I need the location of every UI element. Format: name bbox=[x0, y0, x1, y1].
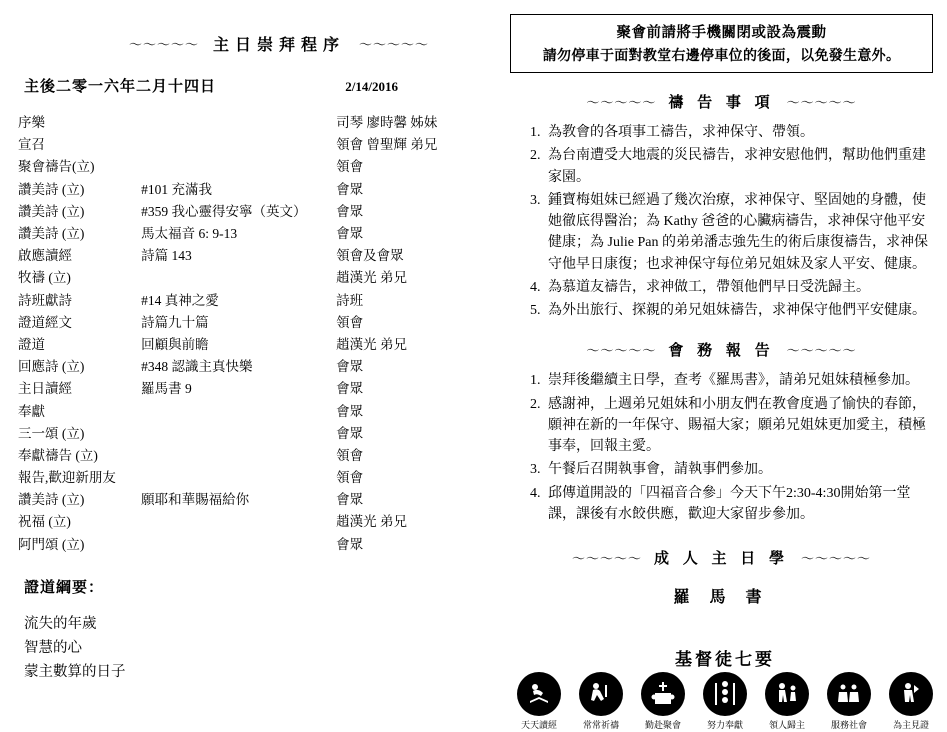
page-title: 主日崇拜程序 bbox=[212, 37, 345, 54]
seven-item bbox=[572, 672, 630, 731]
program-item: 主日讀經 bbox=[18, 381, 72, 397]
list-item: 3. 午餐后召開執事會，請執事們參加。 bbox=[544, 459, 933, 480]
program-person: 領會 曾聖輝 弟兄 bbox=[336, 137, 438, 153]
sermon-outline-list bbox=[18, 613, 490, 685]
seven-item bbox=[634, 672, 692, 731]
program-item: 詩班獻詩 bbox=[18, 292, 72, 308]
program-detail: 羅馬書 9 bbox=[141, 381, 192, 397]
table-row bbox=[18, 421, 490, 443]
seven-item-caption: 服務社會 bbox=[830, 720, 867, 730]
list-item: 5. 為外出旅行、探親的弟兄姐妹禱告，求神保守他們平安健康。 bbox=[544, 300, 933, 321]
program-item: 證道 bbox=[18, 336, 45, 352]
table-row bbox=[18, 199, 490, 221]
program-detail bbox=[141, 398, 336, 420]
program-person: 領會及會眾 bbox=[336, 248, 404, 264]
program-detail: #348 認識主真快樂 bbox=[141, 359, 253, 375]
program-person: 趙漢光 弟兄 bbox=[336, 270, 407, 286]
program-detail: 詩篇 143 bbox=[141, 248, 192, 264]
table-row bbox=[18, 110, 490, 132]
decoration-left-icon: 〜〜〜〜〜 bbox=[571, 552, 642, 568]
program-person: 領會 bbox=[336, 314, 364, 330]
table-row bbox=[18, 288, 490, 310]
program-item: 讚美詩 (立) bbox=[18, 492, 85, 508]
seven-item bbox=[696, 672, 754, 731]
program-person: 詩班 bbox=[336, 292, 364, 308]
program-item: 報告,歡迎新朋友 bbox=[18, 470, 116, 486]
program-detail: 願耶和華賜福給你 bbox=[141, 492, 250, 508]
program-item: 牧禱 (立) bbox=[18, 270, 71, 286]
program-detail bbox=[141, 532, 336, 554]
program-item: 祝福 (立) bbox=[18, 514, 71, 530]
program-person: 會眾 bbox=[336, 359, 364, 375]
program-detail: 馬太福音 6: 9-13 bbox=[141, 226, 238, 242]
sermon-point: 蒙主數算的日子 bbox=[24, 663, 126, 680]
decoration-left-icon: 〜〜〜〜〜 bbox=[586, 344, 657, 360]
seven-item-caption: 領人歸主 bbox=[768, 720, 805, 730]
decoration-right-icon: 〜〜〜〜〜 bbox=[801, 552, 872, 568]
worship-program-title-row bbox=[18, 32, 490, 55]
table-row bbox=[18, 132, 490, 154]
service-date-row bbox=[18, 75, 490, 96]
program-detail bbox=[141, 110, 336, 132]
program-item: 奉獻禱告 (立) bbox=[18, 447, 98, 463]
sermon-outline-heading: 證道綱要： bbox=[24, 579, 105, 596]
seven-item bbox=[820, 672, 878, 731]
program-item: 回應詩 (立) bbox=[18, 359, 85, 375]
prayer-section-heading bbox=[510, 91, 933, 112]
program-person: 領會 bbox=[336, 470, 364, 486]
decoration-right-icon: 〜〜〜〜〜 bbox=[786, 96, 857, 111]
table-row bbox=[18, 310, 490, 332]
table-row bbox=[18, 243, 490, 265]
prayer-icon bbox=[579, 672, 623, 716]
table-row bbox=[18, 398, 490, 420]
program-item: 讚美詩 (立) bbox=[18, 181, 85, 197]
program-person: 會眾 bbox=[336, 181, 364, 197]
table-row bbox=[18, 221, 490, 243]
program-item: 奉獻 bbox=[18, 403, 45, 419]
program-item: 讚美詩 (立) bbox=[18, 203, 85, 219]
program-detail bbox=[141, 265, 336, 287]
program-item: 聚會禱告(立) bbox=[18, 159, 95, 175]
program-person: 領會 bbox=[336, 447, 364, 463]
list-item: 1. 崇拜後繼續主日學，查考《羅馬書》，請弟兄姐妹積極參加。 bbox=[544, 370, 933, 391]
table-row bbox=[18, 154, 490, 176]
seven-essentials-section bbox=[505, 645, 945, 731]
prayer-list bbox=[510, 122, 933, 321]
adult-sunday-school-title: 成 人 主 日 學 bbox=[653, 551, 789, 568]
church-icon bbox=[641, 672, 685, 716]
seven-item-caption: 為主見證 bbox=[892, 720, 929, 730]
table-row bbox=[18, 443, 490, 465]
program-item: 阿門頌 (立) bbox=[18, 536, 85, 552]
service-icon bbox=[827, 672, 871, 716]
program-item: 啟應讀經 bbox=[18, 248, 72, 264]
program-person: 司琴 廖時馨 姊妹 bbox=[336, 115, 438, 131]
program-detail bbox=[141, 421, 336, 443]
bible-reading-icon bbox=[517, 672, 561, 716]
notice-line-parking: 請勿停車于面對教堂右邊停車位的後面，以免發生意外。 bbox=[542, 49, 901, 64]
adult-sunday-school-heading bbox=[510, 547, 933, 568]
program-person: 會眾 bbox=[336, 425, 364, 441]
seven-essentials-icons bbox=[505, 672, 945, 731]
list-item: 4. 邱傳道開設的「四福音合參」今天下午2:30-4:30開始第一堂課，課後有水餃供應，歡迎大家留步參加。 bbox=[544, 483, 933, 526]
offering-icon bbox=[703, 672, 747, 716]
list-item: 2. 為台南遭受大地震的災民禱告，求神安慰他們，幫助他們重建家園。 bbox=[544, 145, 933, 188]
list-item: 4. 為慕道友禱告，求神做工，帶領他們早日受洗歸主。 bbox=[544, 277, 933, 298]
seven-item-caption: 努力奉獻 bbox=[706, 720, 743, 730]
program-table bbox=[18, 110, 490, 554]
seven-item-caption: 勤赴聚會 bbox=[644, 720, 681, 730]
program-item: 證道經文 bbox=[18, 314, 72, 330]
program-person: 會眾 bbox=[336, 203, 364, 219]
list-item: 1. 為教會的各項事工禱告，求神保守、帶領。 bbox=[544, 122, 933, 143]
announcements-column bbox=[500, 0, 947, 732]
program-detail bbox=[141, 465, 336, 487]
witness-icon bbox=[889, 672, 933, 716]
program-person: 領會 bbox=[336, 159, 364, 175]
seven-item bbox=[758, 672, 816, 731]
notice-line-phone: 聚會前請將手機關閉或設為震動 bbox=[616, 25, 827, 41]
announcement-title: 會 務 報 告 bbox=[668, 343, 775, 360]
seven-item bbox=[882, 672, 940, 731]
program-detail bbox=[141, 132, 336, 154]
program-person: 會眾 bbox=[336, 536, 364, 552]
program-detail bbox=[141, 509, 336, 531]
decoration-right-icon: 〜〜〜〜〜 bbox=[359, 38, 430, 53]
program-item: 宣召 bbox=[18, 137, 45, 153]
decoration-left-icon: 〜〜〜〜〜 bbox=[586, 96, 657, 111]
sermon-point: 智慧的心 bbox=[24, 639, 82, 656]
table-row bbox=[18, 354, 490, 376]
seven-essentials-title: 基督徒七要 bbox=[675, 650, 775, 669]
table-row bbox=[18, 332, 490, 354]
table-row bbox=[18, 376, 490, 398]
program-detail: #101 充滿我 bbox=[141, 181, 212, 197]
program-detail: #14 真神之愛 bbox=[141, 292, 219, 308]
program-detail: #359 我心靈得安寧（英文） bbox=[141, 203, 307, 219]
announcement-list bbox=[510, 370, 933, 525]
seven-item-caption: 天天讀經 bbox=[520, 720, 557, 730]
program-person: 會眾 bbox=[336, 381, 364, 397]
seven-item-caption: 常常祈禱 bbox=[582, 720, 619, 730]
program-item: 三一頌 (立) bbox=[18, 425, 85, 441]
program-detail: 詩篇九十篇 bbox=[141, 314, 209, 330]
table-row bbox=[18, 177, 490, 199]
program-detail bbox=[141, 154, 336, 176]
program-person: 會眾 bbox=[336, 492, 364, 508]
decoration-right-icon: 〜〜〜〜〜 bbox=[786, 344, 857, 360]
notice-box bbox=[510, 14, 933, 73]
list-item: 2. 感謝神，上週弟兄姐妹和小朋友們在教會度過了愉快的春節，願神在新的一年保守、賜福大家；願弟兄姐妹更加愛主，積極事奉，回報主愛。 bbox=[544, 394, 933, 458]
table-row bbox=[18, 532, 490, 554]
announcement-section-heading bbox=[510, 339, 933, 360]
adult-sunday-school-subject: 羅 馬 書 bbox=[673, 589, 770, 607]
table-row bbox=[18, 509, 490, 531]
table-row bbox=[18, 487, 490, 509]
table-row bbox=[18, 465, 490, 487]
program-detail: 回顧與前瞻 bbox=[141, 336, 209, 352]
program-detail bbox=[141, 443, 336, 465]
program-person: 會眾 bbox=[336, 226, 364, 242]
seven-item bbox=[510, 672, 568, 731]
program-item: 序樂 bbox=[18, 115, 45, 131]
program-person: 趙漢光 弟兄 bbox=[336, 336, 407, 352]
list-item: 3. 鍾寶梅姐妹已經過了幾次治療，求神保守、堅固她的身體，使她徹底得醫治；為 Kathy 爸爸的心臟病禱告，求神保守他平安健康；為 Julie Pan 的弟弟潘志強先生的術后康復禱告，求神保守他早日康復；也求神保守每位弟兄姐妹及家人平安、健康。 bbox=[544, 190, 933, 275]
table-row bbox=[18, 265, 490, 287]
program-person: 會眾 bbox=[336, 403, 364, 419]
decoration-left-icon: 〜〜〜〜〜 bbox=[128, 38, 199, 53]
service-date-english: 2/14/2016 bbox=[345, 79, 398, 94]
program-item: 讚美詩 (立) bbox=[18, 226, 85, 242]
evangelism-icon bbox=[765, 672, 809, 716]
program-table-body bbox=[18, 110, 490, 554]
program-person: 趙漢光 弟兄 bbox=[336, 514, 407, 530]
sermon-point: 流失的年歲 bbox=[24, 615, 97, 632]
prayer-title: 禱 告 事 項 bbox=[668, 95, 775, 111]
service-date-chinese: 主後二零一六年二月十四日 bbox=[24, 79, 217, 95]
